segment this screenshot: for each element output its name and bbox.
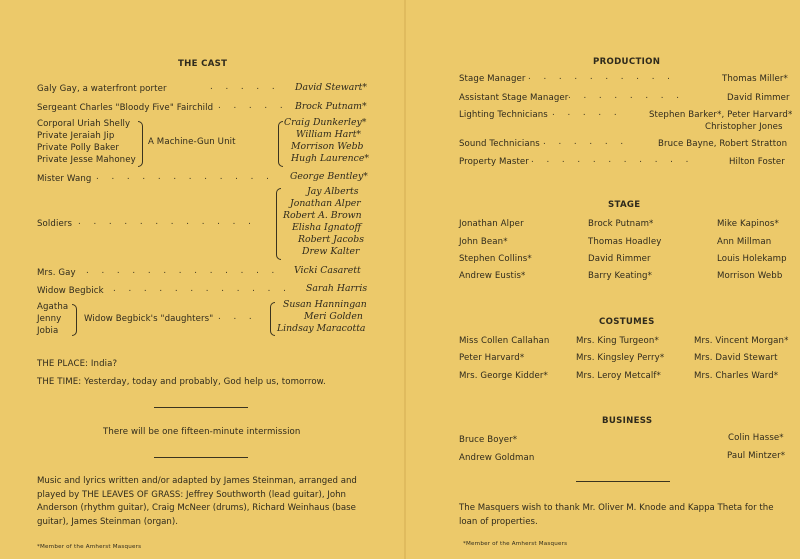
music-credits: Music and lyrics written and/or adapted by James Steinman, arranged and played by THE LEAVES OF GRASS: Jeffrey Southworth (lead guitar), John Anderson (rhythm guitar), Craig McNeer (drums), Richard Weinhaus (base guitar), James Steinman (organ). bbox=[37, 476, 357, 527]
mg-label: A Machine-Gun Unit bbox=[148, 137, 236, 147]
production-name: Thomas Miller* bbox=[722, 74, 788, 84]
brace bbox=[278, 121, 283, 167]
stage-member: Mike Kapinos* bbox=[717, 219, 779, 229]
stage-member: Barry Keating* bbox=[588, 271, 653, 281]
leader-dots: . . . . . . . . bbox=[568, 91, 684, 101]
right-page bbox=[400, 0, 800, 559]
costume-member: Mrs. David Stewart bbox=[694, 353, 778, 363]
thanks-note: The Masquers wish to thank Mr. Oliver M. Knode and Kappa Theta for the loan of properties. bbox=[459, 503, 774, 527]
leader-dots: . . . . . . bbox=[543, 137, 629, 147]
stage-member: Jonathan Alper bbox=[459, 219, 524, 229]
mg-role: Private Polly Baker bbox=[37, 143, 119, 153]
leader-dots: . . . . . . . . . . . . bbox=[96, 172, 274, 182]
production-role: Sound Technicians bbox=[459, 139, 540, 149]
business-member: Bruce Boyer* bbox=[459, 435, 518, 445]
business-heading: BUSINESS bbox=[602, 416, 653, 426]
leader-dots: . . . . . bbox=[218, 101, 288, 111]
leader-dots: . . . . . . . . . . . . . bbox=[86, 266, 280, 276]
daughter-role: Agatha bbox=[37, 302, 69, 312]
soldier-actor: Robert A. Brown bbox=[283, 210, 362, 221]
brace bbox=[72, 304, 77, 336]
mg-actor: Craig Dunkerley* bbox=[284, 117, 367, 128]
stage-heading: STAGE bbox=[608, 200, 641, 210]
leader-dots: . . . . . . . . . . . . bbox=[78, 217, 256, 227]
business-member: Paul Mintzer* bbox=[727, 451, 786, 461]
stage-member: Brock Putnam* bbox=[588, 219, 654, 229]
production-role: Property Master bbox=[459, 157, 529, 167]
divider bbox=[154, 457, 248, 458]
divider bbox=[576, 481, 670, 482]
costume-member: Mrs. Charles Ward* bbox=[694, 371, 779, 381]
mg-actor: Morrison Webb bbox=[291, 141, 364, 152]
costume-member: Mrs. Kingsley Perry* bbox=[576, 353, 665, 363]
cast-role: Mister Wang bbox=[37, 174, 92, 184]
costume-member: Miss Collen Callahan bbox=[459, 336, 550, 346]
leader-dots: . . . . . . . . . . bbox=[528, 72, 675, 82]
mg-actor: William Hart* bbox=[296, 129, 362, 140]
stage-member: Morrison Webb bbox=[717, 271, 783, 281]
cast-actor: David Stewart* bbox=[295, 82, 368, 93]
brace bbox=[276, 188, 281, 260]
cast-actor: Sarah Harris bbox=[306, 283, 368, 294]
daughters-label: Widow Begbick's "daughters" bbox=[84, 314, 214, 324]
cast-actor: Brock Putnam* bbox=[295, 101, 367, 112]
production-name: Stephen Barker*, Peter Harvard* bbox=[649, 110, 793, 120]
stage-member: David Rimmer bbox=[588, 254, 651, 264]
production-name: Christopher Jones bbox=[705, 122, 783, 132]
soldier-actor: Drew Kalter bbox=[302, 246, 360, 257]
cast-role: Mrs. Gay bbox=[37, 268, 76, 278]
cast-actor: Vicki Casarett bbox=[294, 265, 361, 276]
stage-member: Stephen Collins* bbox=[459, 254, 532, 264]
soldier-actor: Robert Jacobs bbox=[298, 234, 364, 245]
stage-member: Thomas Hoadley bbox=[588, 237, 662, 247]
costumes-heading: COSTUMES bbox=[599, 317, 655, 327]
production-role: Stage Manager bbox=[459, 74, 526, 84]
place-line: THE PLACE: India? bbox=[37, 359, 118, 369]
cast-heading: THE CAST bbox=[178, 59, 228, 69]
daughter-role: Jenny bbox=[37, 314, 62, 324]
stage-member: Ann Millman bbox=[717, 237, 772, 247]
mg-role: Private Jesse Mahoney bbox=[37, 155, 136, 165]
mg-actor: Hugh Laurence* bbox=[291, 153, 369, 164]
cast-actor: George Bentley* bbox=[290, 171, 368, 182]
production-name: Hilton Foster bbox=[729, 157, 785, 167]
soldier-actor: Jay Alberts bbox=[307, 186, 359, 197]
stage-member: Andrew Eustis* bbox=[459, 271, 526, 281]
footnote: *Member of the Amherst Masquers bbox=[37, 544, 142, 550]
leader-dots: . . . . . . . . . . . . bbox=[113, 284, 291, 294]
soldiers-label: Soldiers bbox=[37, 219, 73, 229]
soldier-actor: Jonathan Alper bbox=[290, 198, 361, 209]
cast-role: Galy Gay, a waterfront porter bbox=[37, 84, 167, 94]
cast-role: Widow Begbick bbox=[37, 286, 104, 296]
daughter-role: Jobia bbox=[37, 326, 59, 336]
daughter-actor: Meri Golden bbox=[304, 311, 363, 322]
costume-member: Mrs. Leroy Metcalf* bbox=[576, 371, 661, 381]
cast-role: Sergeant Charles "Bloody Five" Fairchild bbox=[37, 103, 214, 113]
costume-member: Mrs. Vincent Morgan* bbox=[694, 336, 789, 346]
leader-dots: . . . bbox=[218, 312, 257, 322]
stage-member: Louis Holekamp bbox=[717, 254, 787, 264]
production-name: David Rimmer bbox=[727, 93, 790, 103]
production-name: Bruce Bayne, Robert Stratton bbox=[658, 139, 788, 149]
footnote: *Member of the Amherst Masquers bbox=[463, 541, 568, 547]
brace bbox=[270, 302, 275, 336]
soldier-actor: Elisha Ignatoff bbox=[292, 222, 362, 233]
production-role: Lighting Technicians bbox=[459, 110, 548, 120]
business-member: Andrew Goldman bbox=[459, 453, 535, 463]
brace bbox=[138, 121, 143, 167]
business-member: Colin Hasse* bbox=[728, 433, 784, 443]
stage-member: John Bean* bbox=[459, 237, 508, 247]
costume-member: Mrs. George Kidder* bbox=[459, 371, 548, 381]
leader-dots: . . . . . bbox=[210, 82, 280, 92]
daughter-actor: Lindsay Maracotta bbox=[277, 323, 366, 334]
leader-dots: . . . . . bbox=[552, 108, 622, 118]
mg-role: Private Jeraiah Jip bbox=[37, 131, 115, 141]
costume-member: Mrs. King Turgeon* bbox=[576, 336, 659, 346]
divider bbox=[154, 407, 248, 408]
time-line: THE TIME: Yesterday, today and probably, God help us, tomorrow. bbox=[37, 377, 326, 387]
mg-role: Corporal Uriah Shelly bbox=[37, 119, 131, 129]
production-heading: PRODUCTION bbox=[593, 57, 661, 67]
leader-dots: . . . . . . . . . . . bbox=[531, 155, 694, 165]
costume-member: Peter Harvard* bbox=[459, 353, 525, 363]
intermission-note: There will be one fifteen-minute intermission bbox=[103, 427, 301, 437]
production-role: Assistant Stage Manager bbox=[459, 93, 569, 103]
daughter-actor: Susan Hanningan bbox=[283, 299, 367, 310]
